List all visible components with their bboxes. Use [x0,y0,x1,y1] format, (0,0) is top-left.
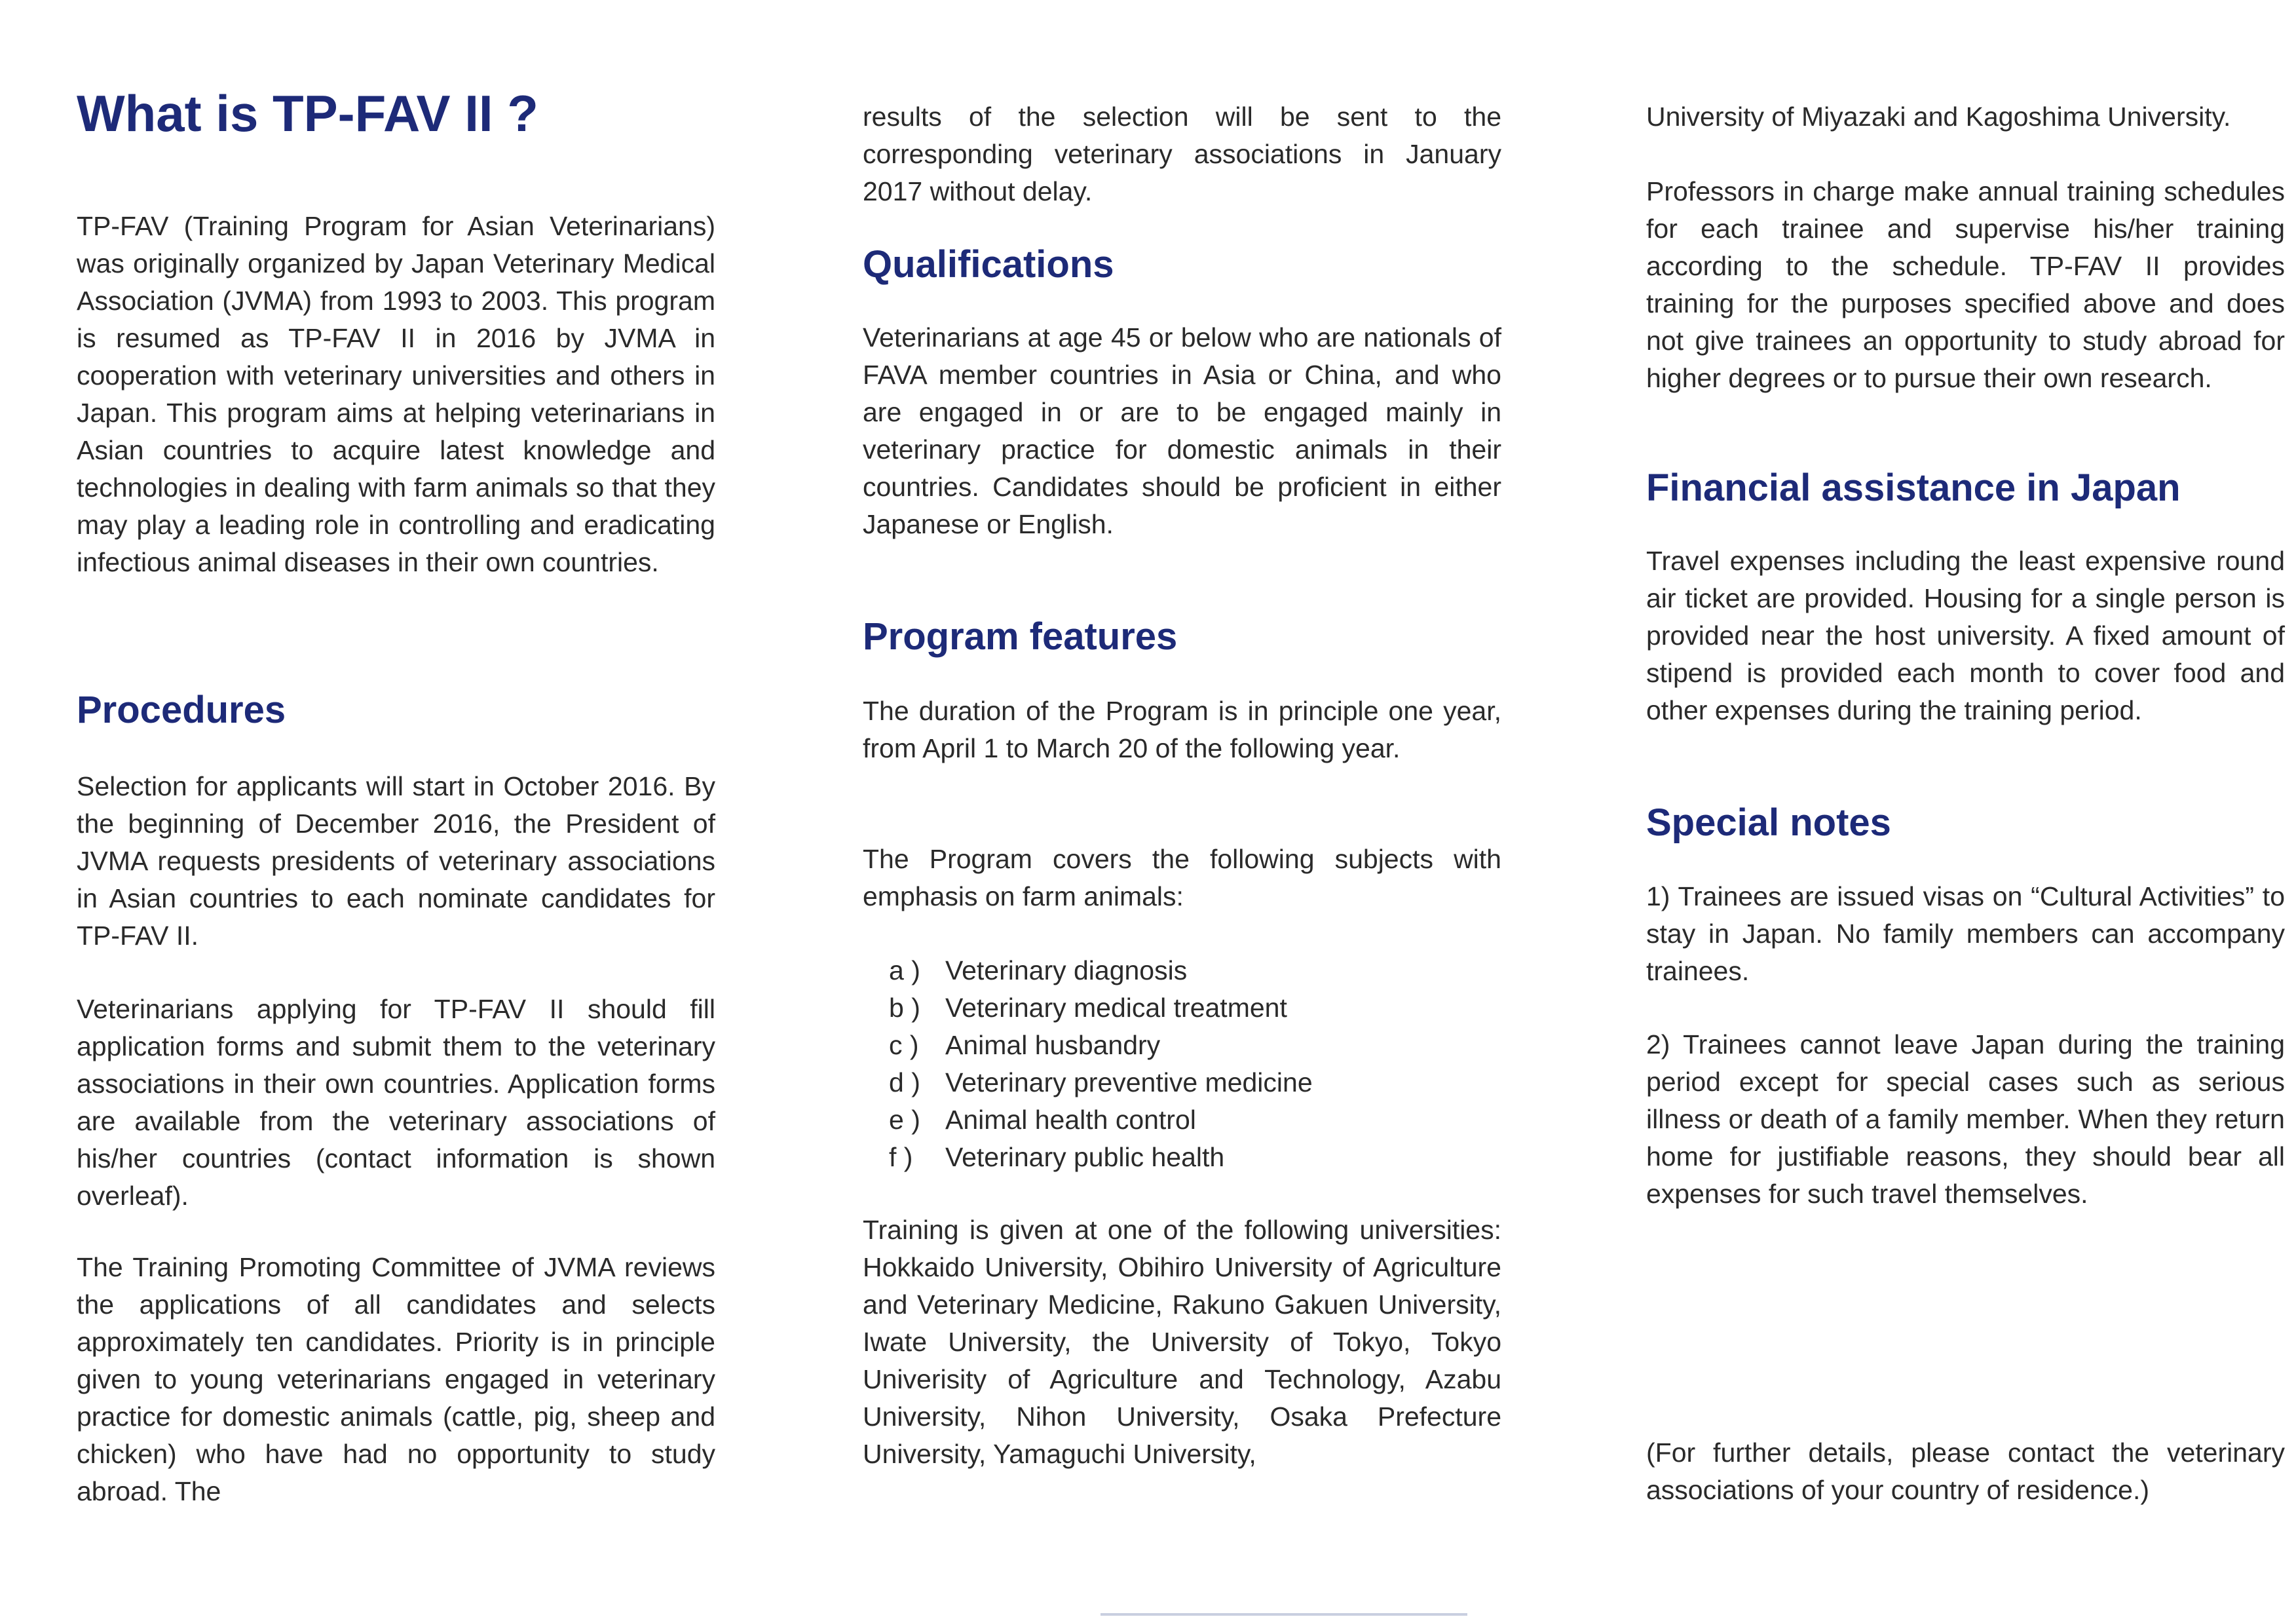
program-features-paragraph-2: The Program covers the following subjects with emphasis on farm animals: [863,844,1501,911]
list-item [889,1101,1313,1139]
special-note-2: 2) Trainees cannot leave Japan during the training period except for special cases such as serious illness or death of a family member. When they return home for justifiable reasons, they should bear all expenses for such travel themselves. [1646,1029,2285,1209]
contact-note: (For further details, please contact the veterinary associations of your country of residence.) [1646,1438,2285,1505]
page-title: What is TP-FAV II ? [77,85,538,142]
financial-heading: Financial assistance in Japan [1646,467,2181,509]
list-item-label: Veterinary preventive medicine [945,1067,1313,1097]
list-item-label: Veterinary medical treatment [945,993,1287,1023]
program-features-paragraph-3a: Training is given at one of the following universities: Hokkaido University, Obihiro University of Agriculture and Veterinary Medicine, Rakuno Gakuen University, Iwate University, the University of Tokyo, Tokyo Univerisity of Agriculture and Technology, Azabu University, Nihon University, Osaka Prefecture University, Yamaguchi University, [863,1215,1501,1469]
footer-divider [1101,1613,1467,1616]
list-item [889,1027,1313,1064]
list-item-label: Veterinary public health [945,1142,1225,1172]
special-notes-heading: Special notes [1646,801,1891,844]
list-marker: f ) [889,1142,913,1172]
procedures-paragraph-3b: results of the selection will be sent to the corresponding veterinary associations in January 2017 without delay. [863,102,1501,206]
procedures-paragraph-1: Selection for applicants will start in October 2016. By the beginning of December 2016, the President of JVMA requests presidents of veterinary associations in Asian countries to each nominate candidates for TP-FAV II. [77,771,715,951]
list-item [889,1139,1313,1176]
qualifications-heading: Qualifications [863,243,1114,286]
list-item [889,1064,1313,1101]
list-item-label: Animal husbandry [945,1030,1161,1060]
financial-paragraph: Travel expenses including the least expensive round air ticket are provided. Housing for a single person is provided near the host university. A fixed amount of stipend is provided each month to cover food and other expenses during the training period. [1646,546,2285,725]
subjects-list [889,952,1313,1176]
list-item-label: Animal health control [945,1105,1196,1135]
list-marker: e ) [889,1105,920,1135]
program-features-paragraph-4: Professors in charge make annual training schedules for each trainee and supervise his/her training according to the schedule. TP-FAV II provides training for the purposes specified above and does not give trainees an opportunity to study abroad for higher degrees or to pursue their own research. [1646,176,2285,393]
list-item [889,952,1313,989]
program-features-paragraph-3b: University of Miyazaki and Kagoshima University. [1646,102,2231,132]
special-note-1: 1) Trainees are issued visas on “Cultural Activities” to stay in Japan. No family members can accompany trainees. [1646,881,2285,986]
list-marker: b ) [889,993,920,1023]
intro-paragraph: TP-FAV (Training Program for Asian Veterinarians) was originally organized by Japan Veterinary Medical Association (JVMA) from 1993 to 2003. This program is resumed as TP-FAV II in 2016 by JVMA in cooperation with veterinary universities and others in Japan. This program aims at helping veterinarians in Asian countries to acquire latest knowledge and technologies in dealing with farm animals so that they may play a leading role in controlling and eradicating infectious animal diseases in their own countries. [77,211,715,577]
program-features-heading: Program features [863,615,1178,658]
procedures-paragraph-3a: The Training Promoting Committee of JVMA reviews the applications of all candidates and selects approximately ten candidates. Priority is in principle given to young veterinarians engaged in veterinary practice for domestic animals (cattle, pig, sheep and chicken) who have had no opportunity to study abroad. The [77,1252,715,1506]
list-item [889,989,1313,1027]
procedures-heading: Procedures [77,689,286,731]
qualifications-paragraph: Veterinarians at age 45 or below who are nationals of FAVA member countries in Asia or China, and who are engaged in or are to be engaged mainly in veterinary practice for domestic animals in their countries. Candidates should be proficient in either Japanese or English. [863,322,1501,539]
procedures-paragraph-2: Veterinarians applying for TP-FAV II should fill application forms and submit them to the veterinary associations in their own countries. Application forms are available from the veterinary associations of his/her countries (contact information is shown overleaf). [77,994,715,1211]
list-marker: a ) [889,955,920,985]
list-marker: c ) [889,1030,919,1060]
list-marker: d ) [889,1067,920,1097]
program-features-paragraph-1: The duration of the Program is in principle one year, from April 1 to March 20 of the following year. [863,696,1501,763]
list-item-label: Veterinary diagnosis [945,955,1188,985]
